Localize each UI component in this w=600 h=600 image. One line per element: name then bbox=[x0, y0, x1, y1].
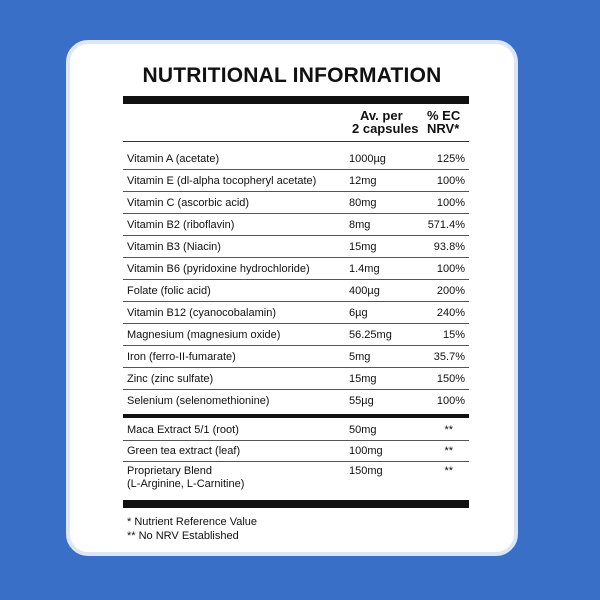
nutrient-amount: 15mg bbox=[349, 373, 377, 385]
nutrient-name: Vitamin B6 (pyridoxine hydrochloride) bbox=[127, 263, 310, 275]
blend-amount: 150mg bbox=[349, 465, 383, 477]
nutrient-amount: 56.25mg bbox=[349, 329, 392, 341]
table-row bbox=[123, 303, 469, 324]
nutrient-name: Vitamin B12 (cyanocobalamin) bbox=[127, 307, 276, 319]
table-row bbox=[123, 369, 469, 390]
nutrient-name: Green tea extract (leaf) bbox=[127, 445, 241, 457]
nutrient-nrv: ** bbox=[444, 445, 453, 457]
nutrition-panel bbox=[66, 40, 518, 556]
no-nrv-footnote: ** No NRV Established bbox=[127, 530, 239, 542]
section-divider bbox=[123, 414, 469, 418]
table-row bbox=[123, 347, 469, 368]
table-row bbox=[123, 259, 469, 280]
nutrient-nrv: ** bbox=[444, 424, 453, 436]
blend-name-line1: Proprietary Blend bbox=[127, 465, 212, 477]
table-row bbox=[123, 420, 469, 441]
nutrient-nrv: 100% bbox=[436, 175, 465, 187]
nutrient-nrv: 150% bbox=[436, 373, 465, 385]
table-row bbox=[123, 171, 469, 192]
nutrient-amount: 8mg bbox=[349, 219, 371, 231]
nrv-footnote: * Nutrient Reference Value bbox=[127, 516, 258, 528]
nutrient-nrv: 200% bbox=[436, 285, 465, 297]
nrv-header-line1: % EC bbox=[427, 108, 461, 123]
blend-nrv: ** bbox=[444, 465, 453, 477]
nutrient-amount: 1000µg bbox=[349, 153, 386, 165]
table-row bbox=[123, 215, 469, 236]
amount-header-line1: Av. per bbox=[360, 108, 403, 123]
nutrient-amount: 80mg bbox=[349, 197, 377, 209]
table-row bbox=[123, 281, 469, 302]
nutrient-name: Vitamin C (ascorbic acid) bbox=[127, 197, 250, 209]
header-rule bbox=[123, 141, 469, 142]
nutrient-amount: 1.4mg bbox=[349, 263, 380, 275]
amount-column-header bbox=[352, 109, 419, 135]
table-row bbox=[123, 391, 469, 412]
nutrient-nrv: 100% bbox=[436, 263, 465, 275]
table-row bbox=[123, 193, 469, 214]
nutrient-name: Magnesium (magnesium oxide) bbox=[127, 329, 281, 341]
table-row bbox=[123, 441, 469, 462]
nutrient-amount: 400µg bbox=[349, 285, 380, 297]
nutrient-nrv: 125% bbox=[436, 153, 465, 165]
nrv-column-header bbox=[427, 109, 460, 135]
nutrient-nrv: 93.8% bbox=[433, 241, 465, 253]
table-row bbox=[123, 237, 469, 258]
amount-header-line2: 2 capsules bbox=[352, 121, 419, 136]
nutrient-amount: 55µg bbox=[349, 395, 374, 407]
nutrient-amount: 50mg bbox=[349, 424, 377, 436]
table-row bbox=[123, 149, 469, 170]
footnotes bbox=[127, 515, 257, 543]
nutrient-name: Folate (folic acid) bbox=[127, 285, 211, 297]
top-divider bbox=[123, 96, 469, 104]
nutrient-nrv: 571.4% bbox=[427, 219, 465, 231]
nutrient-name: Vitamin B3 (Niacin) bbox=[127, 241, 221, 253]
nutrient-nrv: 35.7% bbox=[433, 351, 465, 363]
nutrient-name: Vitamin E (dl-alpha tocopheryl acetate) bbox=[127, 175, 317, 187]
nutrient-nrv: 15% bbox=[442, 329, 465, 341]
nutrient-nrv: 100% bbox=[436, 395, 465, 407]
bottom-divider bbox=[123, 500, 469, 508]
blend-row bbox=[123, 462, 469, 496]
blend-name-line2: (L-Arginine, L-Carnitine) bbox=[127, 478, 245, 490]
nutrient-amount: 6µg bbox=[349, 307, 368, 319]
nutrient-name: Iron (ferro-II-fumarate) bbox=[127, 351, 236, 363]
nutrient-name: Zinc (zinc sulfate) bbox=[127, 373, 214, 385]
nutrient-amount: 15mg bbox=[349, 241, 377, 253]
nutrient-nrv: 100% bbox=[436, 197, 465, 209]
nutrient-name: Vitamin B2 (riboflavin) bbox=[127, 219, 235, 231]
nutrient-nrv: 240% bbox=[436, 307, 465, 319]
nutrient-name: Vitamin A (acetate) bbox=[127, 153, 220, 165]
nutrient-amount: 100mg bbox=[349, 445, 383, 457]
nutrient-name: Selenium (selenomethionine) bbox=[127, 395, 270, 407]
nrv-header-line2: NRV* bbox=[427, 121, 460, 136]
panel-title: NUTRITIONAL INFORMATION bbox=[142, 64, 442, 87]
table-row bbox=[123, 325, 469, 346]
blend-name bbox=[127, 465, 244, 491]
nutrient-amount: 12mg bbox=[349, 175, 377, 187]
nutrient-name: Maca Extract 5/1 (root) bbox=[127, 424, 239, 436]
nutrient-amount: 5mg bbox=[349, 351, 371, 363]
